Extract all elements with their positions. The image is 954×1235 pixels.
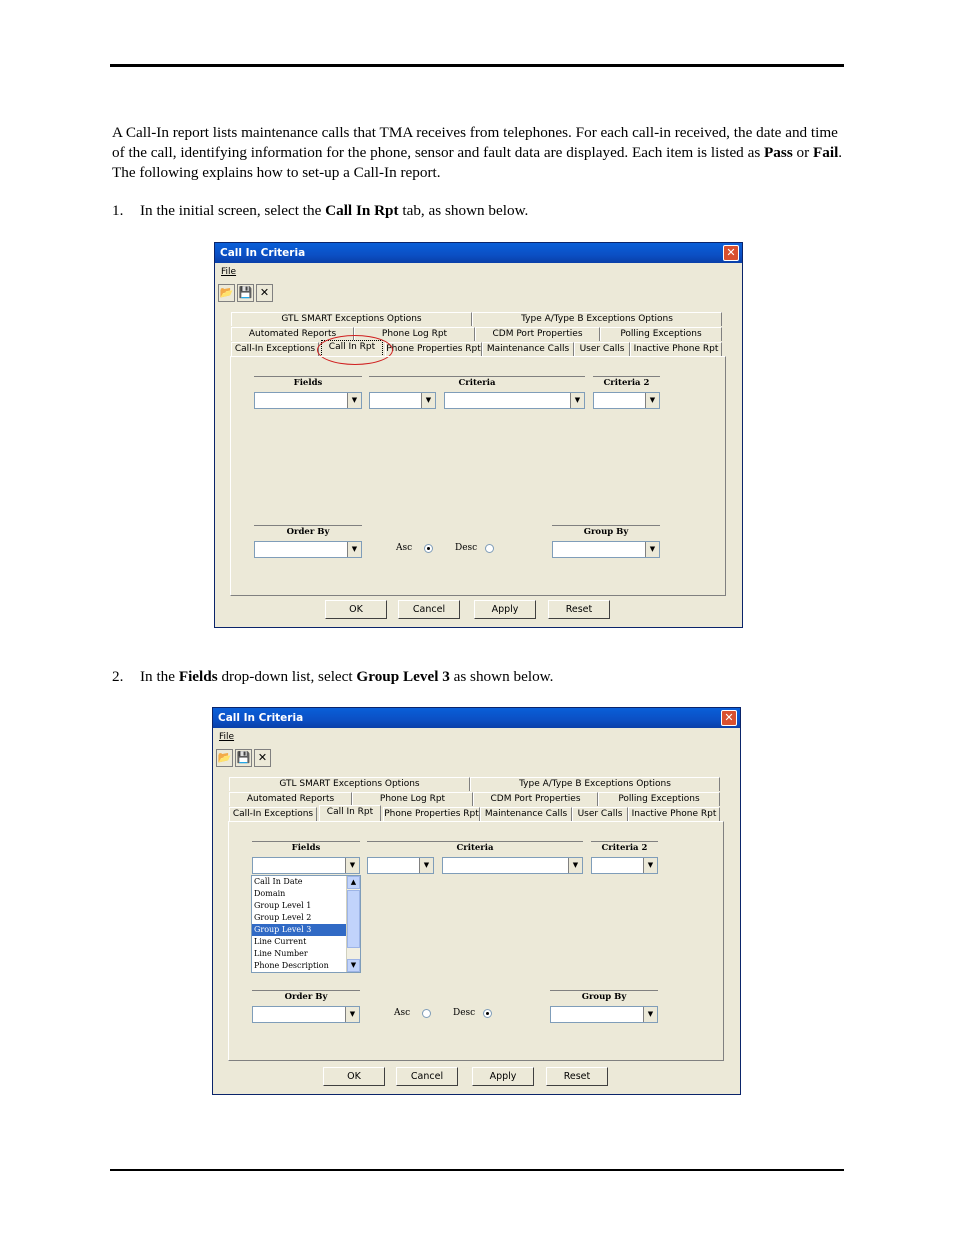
criteria2-label: Criteria 2 xyxy=(591,841,658,854)
tab-type-ab[interactable]: Type A/Type B Exceptions Options xyxy=(470,777,720,791)
criteria-value-combo[interactable] xyxy=(444,392,585,409)
tab-phone-log[interactable]: Phone Log Rpt xyxy=(354,327,475,341)
scroll-thumb[interactable] xyxy=(347,890,360,948)
tab-automated-reports[interactable]: Automated Reports xyxy=(229,792,352,806)
menu-file[interactable]: File xyxy=(221,267,237,277)
list-item[interactable]: Call In Date xyxy=(254,877,303,886)
apply-button[interactable]: Apply xyxy=(472,1067,534,1086)
list-item[interactable]: Group Level 2 xyxy=(254,913,312,922)
group-by-label: Group By xyxy=(550,990,658,1003)
asc-label: Asc xyxy=(396,543,413,553)
delete-icon[interactable]: ✕ xyxy=(254,749,271,767)
tab-phone-properties[interactable]: Phone Properties Rpt xyxy=(386,344,481,354)
apply-button[interactable]: Apply xyxy=(474,600,536,619)
chevron-down-icon[interactable]: ▼ xyxy=(347,542,361,557)
list-item[interactable]: Line Number xyxy=(254,949,308,958)
scroll-up-icon[interactable]: ▲ xyxy=(347,876,360,889)
fields-label: Fields xyxy=(252,841,360,854)
delete-icon[interactable]: ✕ xyxy=(256,284,273,302)
criteria2-label: Criteria 2 xyxy=(593,376,660,389)
ok-button[interactable]: OK xyxy=(325,600,387,619)
list-item[interactable]: Phone Description xyxy=(254,961,329,970)
tab-maintenance-calls[interactable]: Maintenance Calls xyxy=(482,342,574,356)
desc-radio[interactable] xyxy=(483,1009,492,1018)
cancel-button[interactable]: Cancel xyxy=(396,1067,458,1086)
open-icon[interactable]: 📂 xyxy=(218,284,235,302)
group-by-combo[interactable] xyxy=(550,1006,658,1023)
tab-automated-reports[interactable]: Automated Reports xyxy=(231,327,354,341)
desc-label: Desc xyxy=(453,1008,476,1018)
chevron-down-icon[interactable]: ▼ xyxy=(568,858,582,873)
tab-type-ab[interactable]: Type A/Type B Exceptions Options xyxy=(472,312,722,326)
asc-radio[interactable] xyxy=(422,1009,431,1018)
tab-call-in-rpt[interactable]: Call In Rpt xyxy=(321,340,383,357)
intro-paragraph: A Call-In report lists maintenance calls that TMA receives from telephones. For each call-in received, the date and time of the call, identifying information for the phone, sensor and fault data are displayed. Each item is listed as Pass or Fail. The following explains how to set-up a Call-In report. xyxy=(112,124,843,181)
fields-combo[interactable] xyxy=(252,857,360,874)
fields-combo[interactable] xyxy=(254,392,362,409)
tab-call-in-rpt[interactable]: Call In Rpt xyxy=(319,805,381,822)
tab-gtl-smart[interactable]: GTL SMART Exceptions Options xyxy=(229,777,470,791)
chevron-down-icon[interactable]: ▼ xyxy=(347,393,361,408)
chevron-down-icon[interactable]: ▼ xyxy=(570,393,584,408)
dialog-title: Call In Criteria xyxy=(215,243,742,263)
save-icon[interactable]: 💾 xyxy=(237,284,254,302)
group-by-combo[interactable] xyxy=(552,541,660,558)
list-item[interactable]: Line Current xyxy=(254,937,307,946)
fields-dropdown-list[interactable] xyxy=(251,875,361,973)
reset-button[interactable]: Reset xyxy=(548,600,610,619)
tab-call-in-exceptions[interactable]: Call-In Exceptions xyxy=(231,342,319,356)
reset-button[interactable]: Reset xyxy=(546,1067,608,1086)
call-in-criteria-dialog-2 xyxy=(212,707,741,1095)
tab-cdm-port[interactable]: CDM Port Properties xyxy=(475,327,600,341)
desc-radio[interactable] xyxy=(485,544,494,553)
criteria-value-combo[interactable] xyxy=(442,857,583,874)
criteria2-combo[interactable] xyxy=(593,392,660,409)
order-by-combo[interactable] xyxy=(252,1006,360,1023)
criteria-label: Criteria xyxy=(367,841,583,854)
chevron-down-icon[interactable]: ▼ xyxy=(421,393,435,408)
tab-cdm-port[interactable]: CDM Port Properties xyxy=(473,792,598,806)
call-in-criteria-dialog-1 xyxy=(214,242,743,628)
open-icon[interactable]: 📂 xyxy=(216,749,233,767)
list-scrollbar[interactable] xyxy=(346,876,360,972)
tab-phone-properties[interactable]: Phone Properties Rpt xyxy=(384,809,479,819)
tab-panel xyxy=(230,356,726,596)
order-by-label: Order By xyxy=(252,990,360,1003)
list-item[interactable]: Domain xyxy=(254,889,286,898)
criteria-operator-combo[interactable] xyxy=(367,857,434,874)
close-icon[interactable]: ✕ xyxy=(721,710,737,726)
tab-panel xyxy=(228,821,724,1061)
order-by-combo[interactable] xyxy=(254,541,362,558)
close-icon[interactable]: ✕ xyxy=(723,245,739,261)
asc-radio[interactable] xyxy=(424,544,433,553)
dialog-title: Call In Criteria xyxy=(213,708,740,728)
desc-label: Desc xyxy=(455,543,478,553)
ok-button[interactable]: OK xyxy=(323,1067,385,1086)
tab-call-in-exceptions[interactable]: Call-In Exceptions xyxy=(229,807,317,821)
tab-phone-log[interactable]: Phone Log Rpt xyxy=(352,792,473,806)
tab-inactive-phone[interactable]: Inactive Phone Rpt xyxy=(630,342,722,356)
chevron-down-icon[interactable]: ▼ xyxy=(643,1007,657,1022)
tab-gtl-smart[interactable]: GTL SMART Exceptions Options xyxy=(231,312,472,326)
footer-rule xyxy=(110,1169,844,1171)
chevron-down-icon[interactable]: ▼ xyxy=(345,858,359,873)
step-2: 2. In the Fields drop-down list, select Group Level 3 as shown below. xyxy=(112,668,554,685)
tab-inactive-phone[interactable]: Inactive Phone Rpt xyxy=(628,807,720,821)
tab-polling-exceptions[interactable]: Polling Exceptions xyxy=(598,792,720,806)
criteria2-combo[interactable] xyxy=(591,857,658,874)
chevron-down-icon[interactable]: ▼ xyxy=(419,858,433,873)
chevron-down-icon[interactable]: ▼ xyxy=(345,1007,359,1022)
save-icon[interactable]: 💾 xyxy=(235,749,252,767)
criteria-operator-combo[interactable] xyxy=(369,392,436,409)
criteria-label: Criteria xyxy=(369,376,585,389)
tab-polling-exceptions[interactable]: Polling Exceptions xyxy=(600,327,722,341)
step-1: 1. In the initial screen, select the Call In Rpt tab, as shown below. xyxy=(112,202,529,219)
chevron-down-icon[interactable]: ▼ xyxy=(643,858,657,873)
group-by-label: Group By xyxy=(552,525,660,538)
tab-maintenance-calls[interactable]: Maintenance Calls xyxy=(480,807,572,821)
list-item-selected[interactable]: Group Level 3 xyxy=(252,924,346,936)
chevron-down-icon[interactable]: ▼ xyxy=(645,542,659,557)
asc-label: Asc xyxy=(394,1008,411,1018)
header-rule xyxy=(110,64,844,67)
list-item[interactable]: Group Level 1 xyxy=(254,901,312,910)
chevron-down-icon[interactable]: ▼ xyxy=(645,393,659,408)
menu-file[interactable]: File xyxy=(219,732,235,742)
tab-user-calls[interactable]: User Calls xyxy=(572,807,628,821)
order-by-label: Order By xyxy=(254,525,362,538)
tab-user-calls[interactable]: User Calls xyxy=(574,342,630,356)
cancel-button[interactable]: Cancel xyxy=(398,600,460,619)
fields-label: Fields xyxy=(254,376,362,389)
scroll-down-icon[interactable]: ▼ xyxy=(347,959,360,972)
